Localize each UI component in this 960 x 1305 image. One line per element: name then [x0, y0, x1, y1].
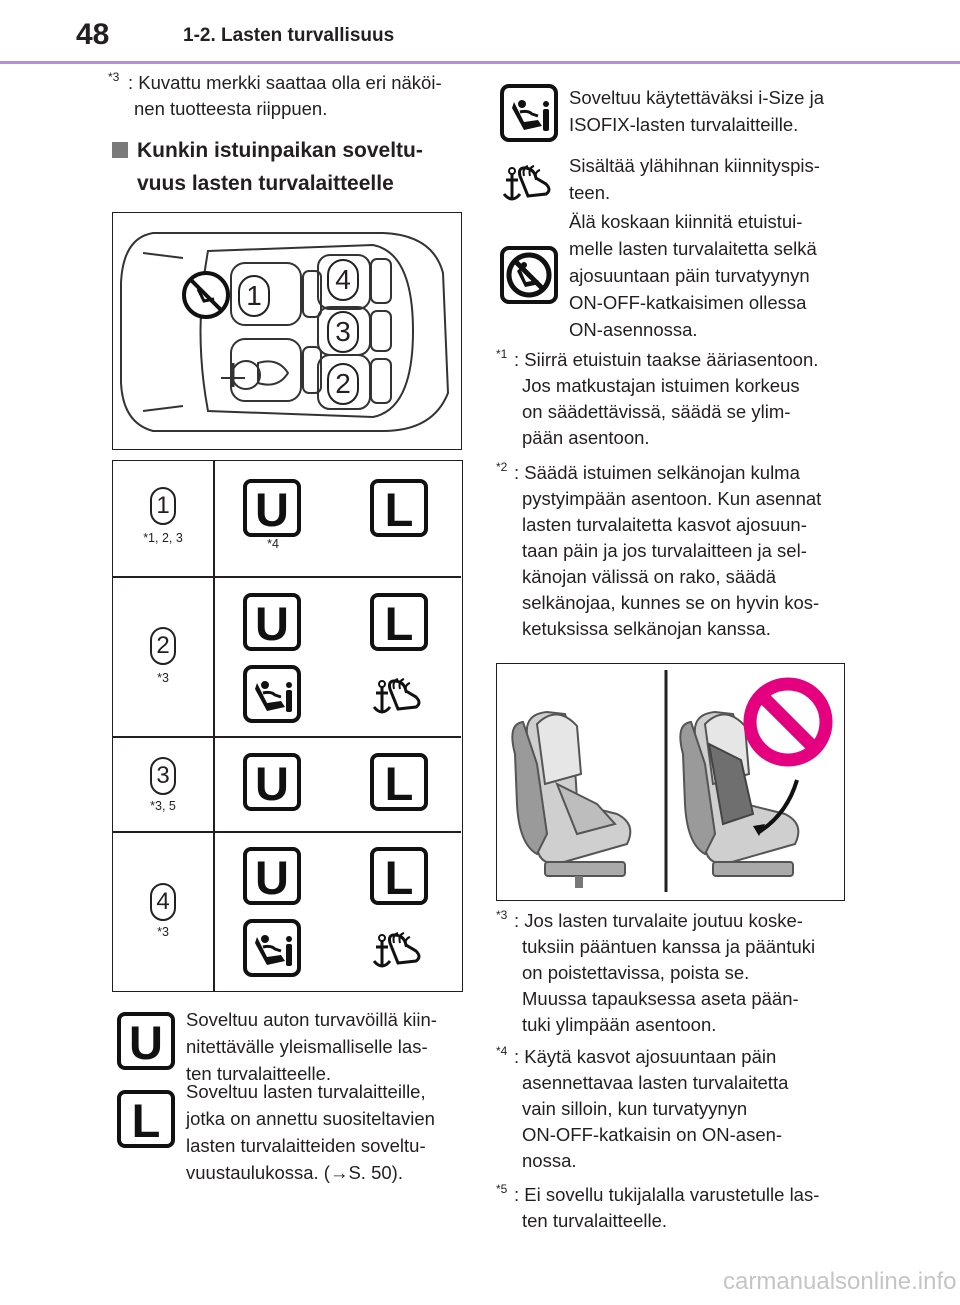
l-icon: L: [370, 847, 428, 905]
seat-number: 4: [327, 259, 359, 301]
note-3: [496, 908, 856, 1038]
note-line: tuksiin pääntuen kanssa ja pääntuki: [522, 936, 816, 957]
note-line: ketuksissa selkänojan kanssa.: [522, 618, 771, 639]
subsection-heading: [112, 134, 482, 204]
text-line: ajosuuntaan päin turvatyynyn: [569, 265, 810, 286]
legend-isize-text: [569, 84, 849, 138]
note-line: tuki ylimpään asentoon.: [522, 1014, 717, 1035]
seat-number: 1: [150, 487, 176, 525]
note-line: on säädettävissä, säädä se ylim-: [522, 401, 791, 422]
legend-u-text: [186, 1006, 466, 1087]
note-line: asennettavaa lasten turvalaitetta: [522, 1072, 789, 1093]
note-line: : Siirrä etuistuin taakse ääriasentoon.: [514, 349, 819, 370]
note-line: ten turvalaitteelle.: [522, 1210, 668, 1231]
l-icon: L: [370, 753, 428, 811]
seat-note: *1, 2, 3: [143, 531, 183, 545]
note-2: [496, 460, 856, 642]
car-seat-label-3: [327, 311, 359, 353]
text-line: melle lasten turvalaitetta selkä: [569, 238, 817, 259]
note-line: lasten turvalaitetta kasvot ajosuun-: [522, 514, 807, 535]
note-4: [496, 1044, 856, 1174]
page-number: 48: [76, 18, 110, 51]
note-marker: *3: [496, 908, 508, 922]
isize-icon: [243, 919, 301, 977]
note-line: pystyimpään asentoon. Kun asennat: [522, 488, 822, 509]
note-marker: *3: [108, 70, 120, 84]
note-line: : Säädä istuimen selkänojan kulma: [514, 462, 800, 483]
text-line: nitettävälle yleismalliselle las-: [186, 1036, 428, 1057]
car-seat-label-1: [238, 275, 270, 317]
seat-number: 3: [150, 757, 176, 795]
text-line: Soveltuu lasten turvalaitteille,: [186, 1081, 426, 1102]
heading-line: Kunkin istuinpaikan soveltu-: [137, 139, 423, 162]
text-line: vuustaulukossa. (→S. 50).: [186, 1162, 403, 1183]
legend-no-text: [569, 208, 849, 343]
text-line: jotka on annettu suositeltavien: [186, 1108, 435, 1129]
car-seating-diagram: [112, 212, 462, 450]
text-line: ON-asennossa.: [569, 319, 698, 340]
text-line: teen.: [569, 182, 611, 203]
u-icon: U: [243, 753, 301, 811]
top-tether-icon: [500, 152, 558, 210]
watermark: carmanualsonline.info: [723, 1268, 957, 1295]
note-line: känojan välissä on rako, säädä: [522, 566, 777, 587]
note-3-intro: [108, 70, 478, 130]
note-line: : Jos lasten turvalaite joutuu koske-: [514, 910, 803, 931]
note-marker: *4: [496, 1044, 508, 1058]
l-icon: L: [117, 1090, 175, 1148]
u-icon: U: [243, 479, 301, 537]
u-icon: U: [243, 847, 301, 905]
seat-number: 1: [238, 275, 270, 317]
text-line: ON-OFF-katkaisimen ollessa: [569, 292, 807, 313]
note-5: [496, 1182, 856, 1234]
table-divider: [113, 831, 461, 833]
heading-bullet: [112, 142, 128, 158]
note-line: taan päin ja jos turvalaitteen ja sel-: [522, 540, 807, 561]
text-line: Soveltuu käytettäväksi i-Size ja: [569, 87, 825, 108]
note-text: nen tuotteesta riippuen.: [134, 98, 328, 119]
note-marker: *2: [496, 460, 508, 474]
note-line: Muussa tapauksessa aseta pään-: [522, 988, 799, 1009]
note-marker: *5: [496, 1182, 508, 1196]
note-1: [496, 347, 856, 451]
text-line: Älä koskaan kiinnitä etuistui-: [569, 211, 803, 232]
note-line: nossa.: [522, 1150, 577, 1171]
text-line: Soveltuu auton turvavöillä kiin-: [186, 1009, 437, 1030]
car-seat-label-4: [327, 259, 359, 301]
note-line: selkänojaa, kunnes se on hyvin kos-: [522, 592, 820, 613]
seat-number: 2: [327, 363, 359, 405]
seat-note: *3: [157, 671, 169, 685]
text-line: ten turvalaitteelle.: [186, 1063, 332, 1084]
isize-icon: [243, 665, 301, 723]
table-divider: [113, 576, 461, 578]
note-line: ON-OFF-katkaisin on ON-asen-: [522, 1124, 783, 1145]
header-rule: [0, 61, 960, 64]
top-tether-icon: [370, 665, 428, 723]
text-line: Sisältää ylähihnan kiinnityspis-: [569, 155, 820, 176]
l-icon: L: [370, 479, 428, 537]
note-line: : Käytä kasvot ajosuuntaan päin: [514, 1046, 777, 1067]
seat-number: 4: [150, 883, 176, 921]
isize-icon: [500, 84, 558, 142]
no-rear-facing-icon: [500, 246, 558, 304]
seat-note: *3: [157, 925, 169, 939]
text-line: lasten turvalaitteiden soveltu-: [186, 1135, 426, 1156]
note-line: pään asentoon.: [522, 427, 650, 448]
legend-l-text: [186, 1078, 466, 1186]
table-divider: [113, 736, 461, 738]
note-line: Jos matkustajan istuimen korkeus: [522, 375, 800, 396]
section-title: 1-2. Lasten turvallisuus: [183, 25, 395, 46]
top-tether-icon: [370, 919, 428, 977]
table-divider: [213, 461, 215, 991]
note-line: : Ei sovellu tukijalalla varustetulle las-: [514, 1184, 820, 1205]
seat-note: *3, 5: [150, 799, 176, 813]
seat-number: 2: [150, 627, 176, 665]
text-line: ISOFIX-lasten turvalaitteille.: [569, 114, 799, 135]
u-icon: U: [117, 1012, 175, 1070]
headrest-illustration: [496, 663, 845, 901]
seat-suitability-table: [112, 460, 463, 992]
seat-u-note: *4: [267, 537, 279, 551]
note-line: vain silloin, kun turvatyynyn: [522, 1098, 748, 1119]
seat-number: 3: [327, 311, 359, 353]
car-seat-drawing: [497, 664, 843, 899]
heading-line: vuus lasten turvalaitteelle: [137, 172, 394, 195]
note-text: : Kuvattu merkki saattaa olla eri näköi-: [128, 72, 442, 93]
u-icon: U: [243, 593, 301, 651]
car-seat-label-2: [327, 363, 359, 405]
car-illustration: [113, 213, 460, 448]
note-marker: *1: [496, 347, 508, 361]
note-line: on poistettavissa, poista se.: [522, 962, 750, 983]
l-icon: L: [370, 593, 428, 651]
legend-tether-text: [569, 152, 849, 206]
